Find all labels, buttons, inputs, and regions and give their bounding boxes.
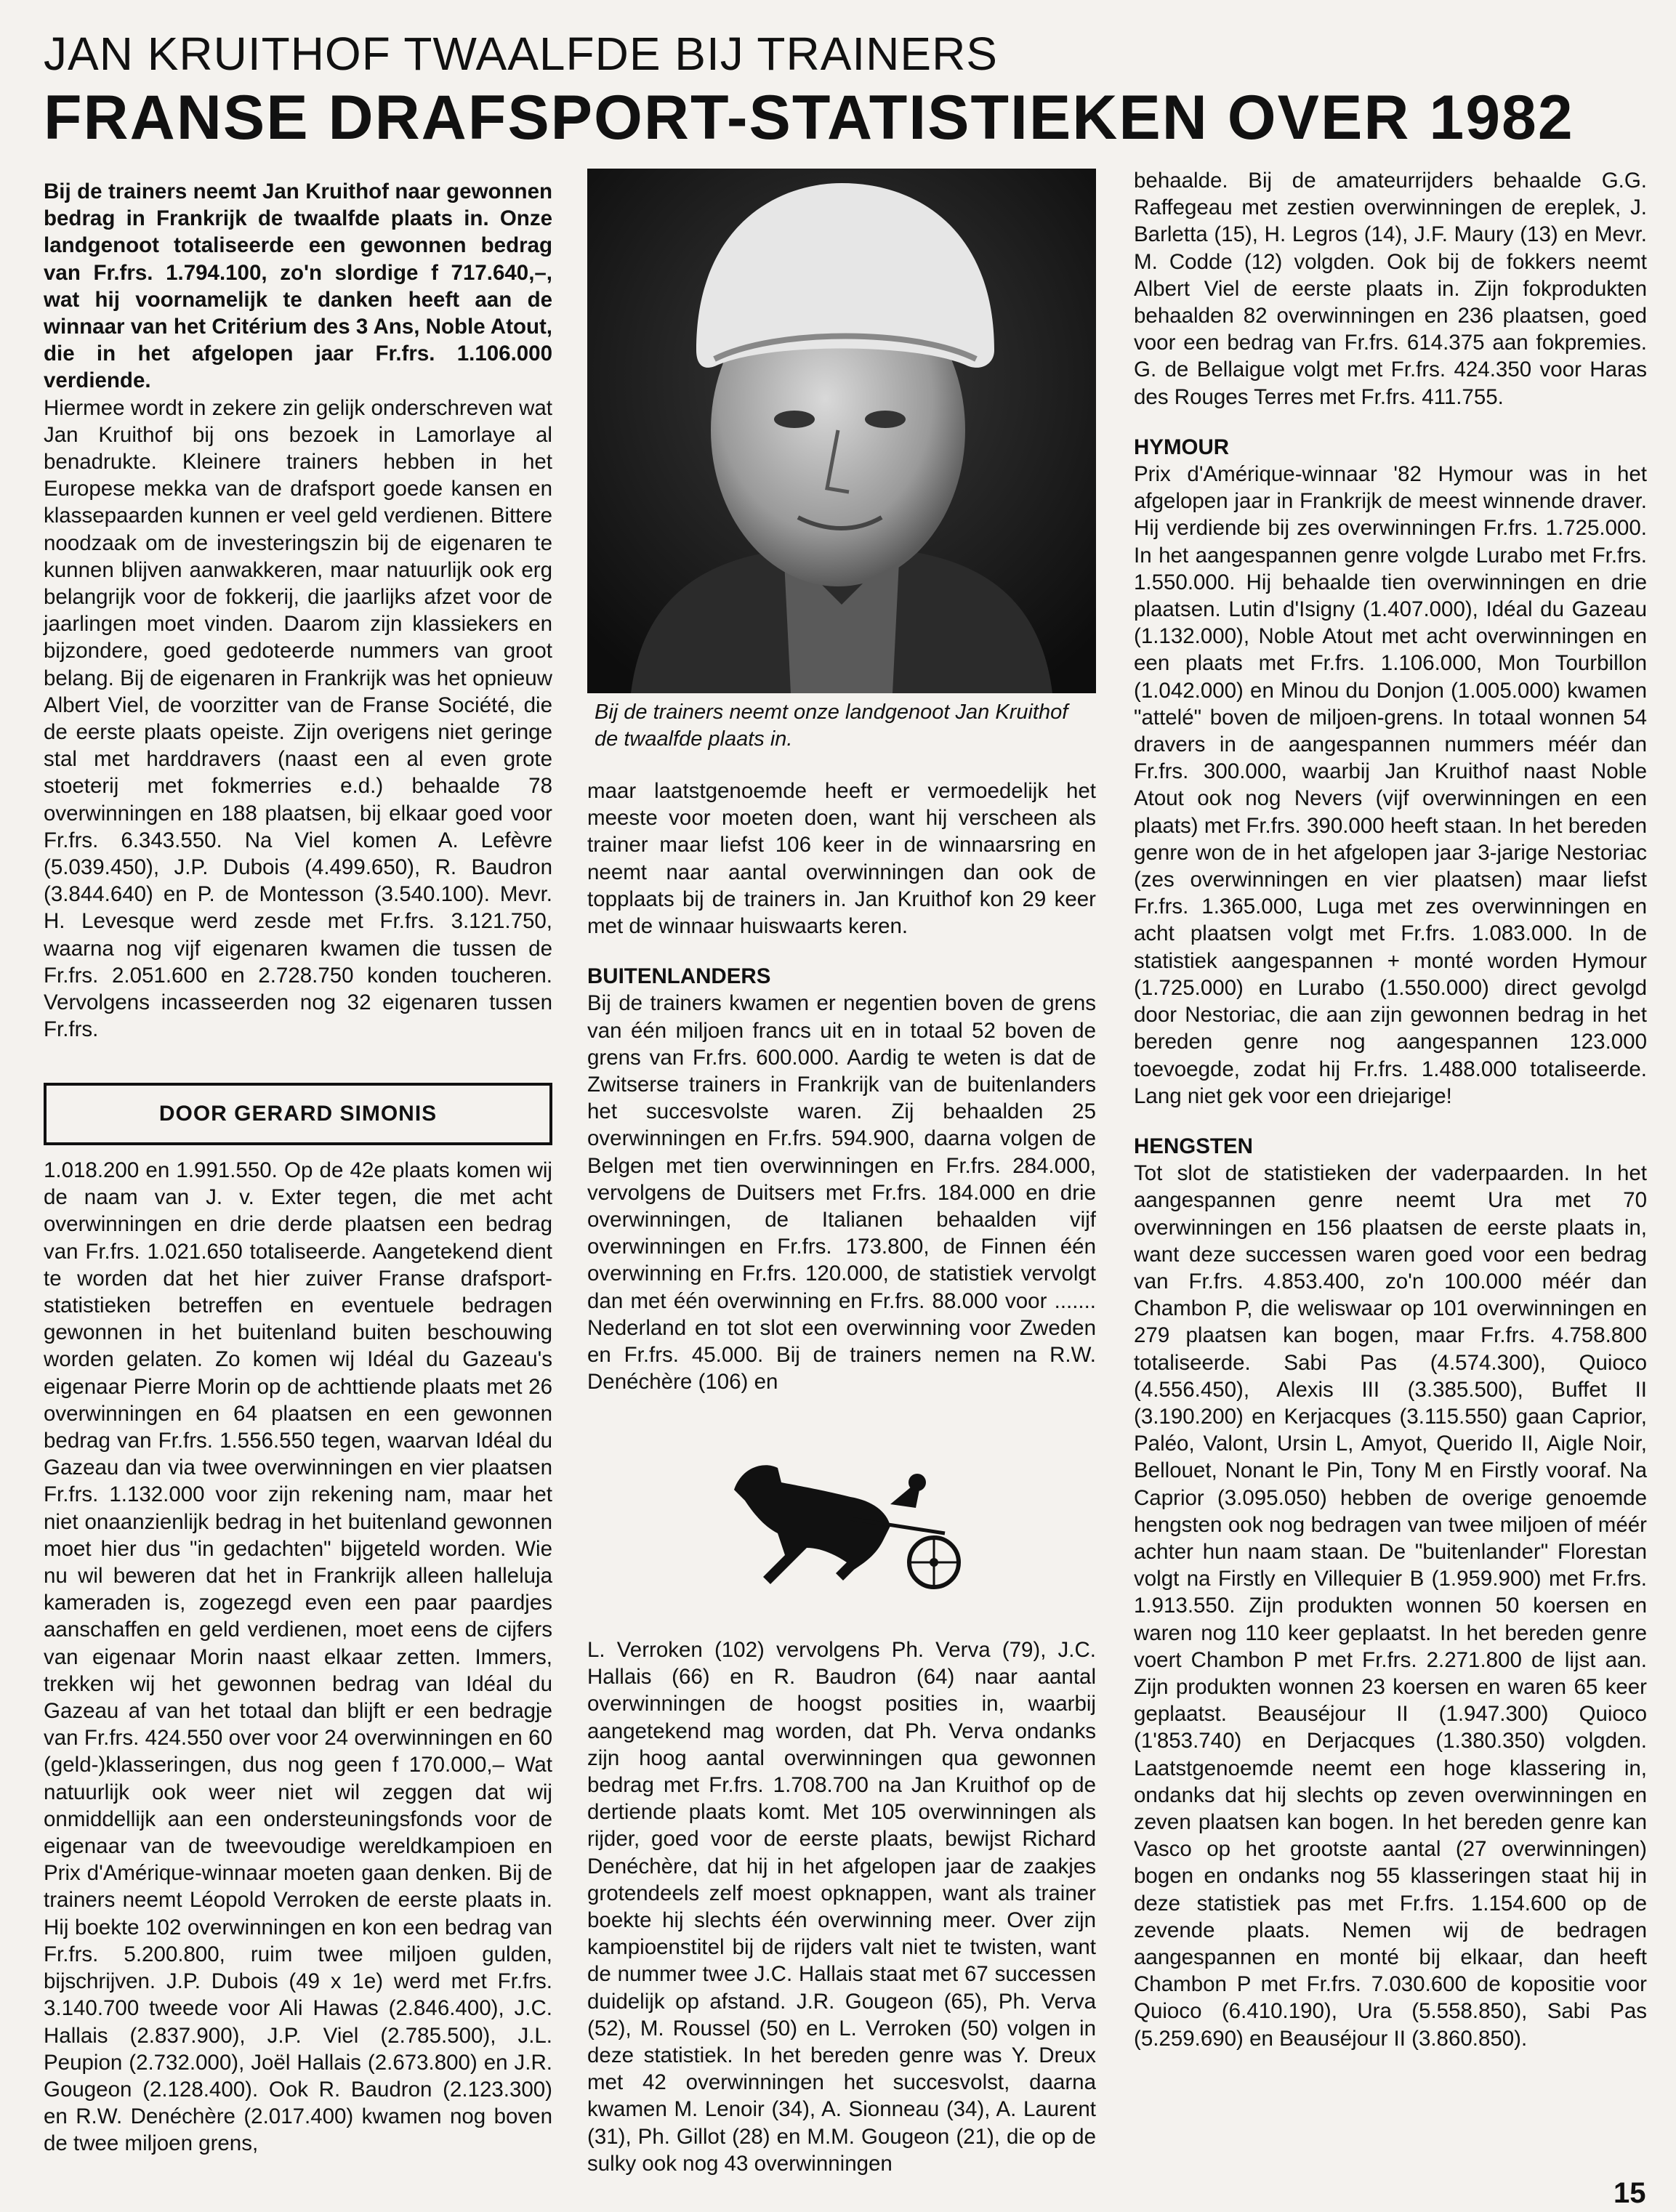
col2-paragraph-3: L. Verroken (102) vervolgens Ph. Verva (79), J.C. Hallais (66) en R. Baudron (64) naar aantal overwinningen de hoogst posities in, waarbij aangetekend mag worden, dat Ph. Verva ondanks zijn hoog aantal overwinningen qua gewonnen bedrag met Fr.frs. 1.708.700 na Jan Kruithof op de dertiende plaats komt. Met 105 overwinningen als rijder, goed voor de eerste plaats, bewijst Richard Denéchère, dat hij in het afgelopen jaar de zaakjes grotendeels zelf moest opknappen, want als trainer boekte hij slechts één overwinning meer. Over zijn kampioenstitel bij de rijders valt niet te twisten, want de nummer twee J.C. Hallais staat met 67 successen duidelijk op afstand. J.R. Gougeon (65), Ph. Verva (52), M. Roussel (50) en L. Verroken (50) volgen in deze statistiek. In het bereden genre was Y. Dreux met 42 overwinningen het succesvolst, daarna kwamen M. Lenoir (34), A. Sionneau (34), A. Laurent (31), Ph. Gillot (28) en M.M. Gougeon (21), die op de sulky ook nog 43 overwinningen — [587, 1638, 1096, 2176]
column-1-top — [44, 178, 552, 1044]
lead-paragraph: Bij de trainers neemt Jan Kruithof naar gewonnen bedrag in Frankrijk de twaalfde plaats in. Onze landgenoot totaliseerde een gewonnen bedrag van Fr.frs. 1.794.100, zo'n slordige f 717.640,–, wat hij voornamelijk te danken heeft aan de winnaar van het Critérium des 3 Ans, Noble Atout, die in het afgelopen jaar Fr.frs. 1.106.000 verdiende. — [44, 179, 552, 393]
trotter-sulky-silhouette-icon — [727, 1446, 974, 1591]
page-number: 15 — [1613, 2177, 1646, 2209]
jockey-photo — [587, 169, 1096, 693]
photo-caption: Bij de trainers neemt onze landgenoot Jan Kruithof de twaalfde plaats in. — [595, 701, 1068, 751]
subheading-buitenlanders: BUITENLANDERS — [587, 964, 771, 989]
column-3 — [1134, 167, 1647, 2052]
jockey-portrait-icon — [587, 169, 1096, 693]
subheading-hymour: HYMOUR — [1134, 435, 1230, 459]
column-2-bottom — [587, 1636, 1096, 2177]
byline-box — [44, 1083, 552, 1145]
col3-paragraph-2: Prix d'Amérique-winnaar '82 Hymour was in het afgelopen jaar in Frankrijk de meest winnende draver. Hij verdiende bij zes overwinningen Fr.frs. 1.725.000. In het aangespannen genre volgde Lurabo met Fr.frs. 1.550.000. Hij behaalde tien overwinningen en drie plaatsen. Lutin d'Isigny (1.407.000), Idéal du Gazeau (1.132.000), Noble Atout met acht overwinningen en een plaats met Fr.frs. 1.106.000, Mon Tourbillon (1.042.000) en Minou du Donjon (1.005.000) kwamen "attelé" boven de miljoen-grens. In totaal wonnen 54 dravers in de aangespannen nummers méér dan Fr.frs. 300.000, waarbij Jan Kruithof naast Noble Atout ook nog Nevers (vijf overwinningen en een plaats) met Fr.frs. 390.000 heeft staan. In het bereden genre won de in het afgelopen jaar 3-jarige Nestoriac (zes overwinningen en vier plaatsen) maar liefst Fr.frs. 1.365.000, Luga met zes overwinningen en acht plaatsen volgt met Fr.frs. 1.083.000. In de statistiek aangespannen + monté worden Hymour (1.725.000) en Lurabo (1.550.000) direct gevolgd door Nestoriac, die aan zijn gewonnen bedrag in het bereden genre nog aangespannen 123.000 toevoegde, zodat hij Fr.frs. 1.488.000 totaliseerde. Lang niet gek voor een driejarige! — [1134, 462, 1647, 1108]
col3-paragraph-3: Tot slot de statistieken der vaderpaarden. In het aangespannen genre neemt Ura met 70 overwinningen en 156 plaatsen de eerste plaats in, want deze successen waren goed voor een bedrag van Fr.frs. 4.853.400, zo'n 100.000 méér dan Chambon P, die weliswaar op 101 overwinningen en 279 plaatsen kan bogen, maar Fr.frs. 4.758.800 totaliseerde. Sabi Pas (4.574.300), Quioco (4.556.450), Alexis III (3.385.500), Buffet II (3.190.200) en Kerjacques (3.115.550) gaan Caprior, Paléo, Valont, Ursin L, Amyot, Querido II, Aigle Noir, Bellouet, Nonant le Pin, Tony M en Firstly vooraf. Na Caprior (3.095.050) hebben de overige genoemde hengsten ook nog bedragen van twee miljoen of méér achter hun naam staan. De "buitenlander" Florestan volgt na Firstly en Villequier B (1.959.900) met Fr.frs. 1.913.550. Zijn produkten wonnen 50 koersen en waren nog 110 keer geplaatst. In het bereden genre voert Chambon P met Fr.frs. 2.271.800 de lijst aan. Zijn produkten wonnen 23 koersen en waren 65 keer geplaatst. Beauséjour II (1.947.300) Quioco (1'853.740) en Derjacques (1.380.350) volgden. Laatstgenoemde neemt een hoge klassering in, ondanks dat hij slechts op zeven overwinningen en zeven plaatsen kan bogen. In het bereden genre kan Vasco op het grootste aantal (27 overwinningen) bogen en ondanks nog 55 klasseringen staat hij in deze statistiek pas met Fr.frs. 1.154.600 op de zevende plaats. Nemen wij de bedragen aangespannen en monté bij elkaar, dan heeft Chambon P met Fr.frs. 7.030.600 de kopositie voor Quioco (6.410.190), Ura (5.558.850), Sabi Pas (5.259.690) en Beauséjour II (3.860.850). — [1134, 1161, 1647, 2051]
kicker: JAN KRUITHOF TWAALFDE BIJ TRAINERS — [44, 28, 998, 80]
column-2-top — [587, 778, 1096, 1395]
trotter-illustration — [727, 1446, 974, 1591]
column-1-bottom — [44, 1157, 552, 2157]
headline: FRANSE DRAFSPORT-STATISTIEKEN OVER 1982 — [44, 83, 1574, 153]
col1-paragraph-1: Hiermee wordt in zekere zin gelijk onderschreven wat Jan Kruithof bij ons bezoek in Lamorlaye al benadrukte. Kleinere trainers hebben in het Europese mekka van de drafsport goede kansen en klassepaarden kunnen er veel geld verdienen. Bittere noodzaak om de investeringszin bij de eigenaren te kunnen blijven aanwakkeren, maar natuurlijk ook erg belangrijk voor de fokkerij, die jaarlijks afzet voor de jaarlingen moet vinden. Daarom zijn klassiekers en bijzondere, goed gedoteerde nummers van groot belang. Bij de eigenaren in Frankrijk was het opnieuw Albert Viel, de voorzitter van de Franse Société, die de eerste plaats opeiste. Zijn overigens niet geringe stal met harddravers (naast een al even grote stoeterij met fokmerries e.d.) behaalde 78 overwinningen en 188 plaatsen, bij elkaar goed voor Fr.frs. 6.343.550. Na Viel komen A. Lefèvre (5.039.450), J.P. Dubois (4.499.650), R. Baudron (3.844.640) en P. de Montesson (3.540.100). Mevr. H. Levesque werd zesde met Fr.frs. 3.121.750, waarna nog vijf eigenaren kwamen die tussen de Fr.frs. 2.051.600 en 2.728.750 konden toucheren. Vervolgens incasseerden nog 32 eigenaren tussen Fr.frs. — [44, 395, 552, 1042]
col1-paragraph-2: 1.018.200 en 1.991.550. Op de 42e plaats komen wij de naam van J. v. Exter tegen, die met acht overwinningen en drie derde plaatsen een bedrag van Fr.frs. 1.021.650 totaliseerde. Aangetekend dient te worden dat het hier zuiver Franse drafsport-statistieken betreffen en eventuele bedragen gewonnen in het buitenland buiten beschouwing worden gelaten. Zo komen wij Idéal du Gazeau's eigenaar Pierre Morin op de achttiende plaats met 26 overwinningen en 64 plaatsen en een gewonnen bedrag van Fr.frs. 1.556.550 tegen, waarvan Idéal du Gazeau dan via twee overwinningen en vier plaatsen Fr.frs. 1.132.000 voor zijn rekening nam, maar het niet onaanzienlijk bedrag in het buitenland gewonnen moet hier dus "in gedachten" bijgeteld worden. Wie nu wil beweren dat het in Frankrijk alleen halleluja kameraden is, zogezegd even een paar paardjes aanschaffen en geld verdienen, moet eens de cijfers van eigenaar Morin naast elkaar zetten. Immers, trekken wij het gewonnen bedrag van Idéal du Gazeau af van het totaal dan blijft er een bedragje van Fr.frs. 424.550 over voor 24 overwinningen en 60 (geld-)klasseringen, dus nog geen f 170.000,– Wat natuurlijk ook weer niet wil zeggen dat wij onmiddellijk aan een ondersteuningsfonds voor de eigenaar van de tweevoudige wereldkampioen en Prix d'Amérique-winnaar moeten gaan denken. Bij de trainers neemt Léopold Verroken de eerste plaats in. Hij boekte 102 overwinningen en kon een bedrag van Fr.frs. 5.200.800, ruim twee miljoen gulden, bijschrijven. J.P. Dubois (49 x 1e) werd met Fr.frs. 3.140.700 tweede voor Ali Hawas (2.846.400), J.C. Hallais (2.837.900), J.P. Viel (2.785.500), J.L. Peupion (2.732.000), Joël Hallais (2.673.800) en J.R. Gougeon (2.128.400). Ook R. Baudron (2.123.300) en R.W. Denéchère (2.017.400) kwamen nog boven de twee miljoen grens, — [44, 1158, 552, 2156]
col2-paragraph-1: maar laatstgenoemde heeft er vermoedelijk het meeste voor moeten doen, want hij verscheen als trainer maar liefst 106 keer in de winnaarsring en neemt naar aantal overwinningen dan ook de topplaats bij de trainers in. Jan Kruithof kon 29 keer met de winnaar huiswaarts keren. — [587, 779, 1096, 939]
col3-paragraph-1: behaalde. Bij de amateurrijders behaalde G.G. Raffegeau met zestien overwinningen de ereplek, J. Barletta (15), H. Legros (14), J.F. Maury (13) en Mevr. M. Codde (12) volgden. Ook bij de fokkers neemt Albert Viel de eerste plaats in. Zijn fokprodukten behaalden 82 overwinningen en 236 plaatsen, goed voor een bedrag van Fr.frs. 614.375 aan fokpremies. G. de Bellaigue volgt met Fr.frs. 424.350 voor Haras des Rouges Terres met Fr.frs. 411.755. — [1134, 169, 1647, 409]
byline: DOOR GERARD SIMONIS — [158, 1102, 438, 1126]
subheading-hengsten: HENGSTEN — [1134, 1134, 1253, 1158]
col2-paragraph-2: Bij de trainers kwamen er negentien boven de grens van één miljoen francs uit en in totaal 52 boven de grens van Fr.frs. 600.000. Aardig te weten is dat de Zwitserse trainers in Frankrijk van de buitenlanders het succesvolste waren. Zij behaalden 25 overwinningen en Fr.frs. 594.900, daarna volgen de Belgen met tien overwinningen en Fr.frs. 284.000, vervolgens de Duitsers met Fr.frs. 184.000 en drie overwinningen, de Italianen behaalden vijf overwinningen en Fr.frs. 173.800, de Finnen één overwinning en Fr.frs. 120.000, de statistiek vervolgt dan met één overwinning en Fr.frs. 88.000 voor ....... Nederland en tot slot een overwinning voor Zweden en Fr.frs. 45.000. Bij de trainers nemen na R.W. Denéchère (106) en — [587, 991, 1096, 1394]
